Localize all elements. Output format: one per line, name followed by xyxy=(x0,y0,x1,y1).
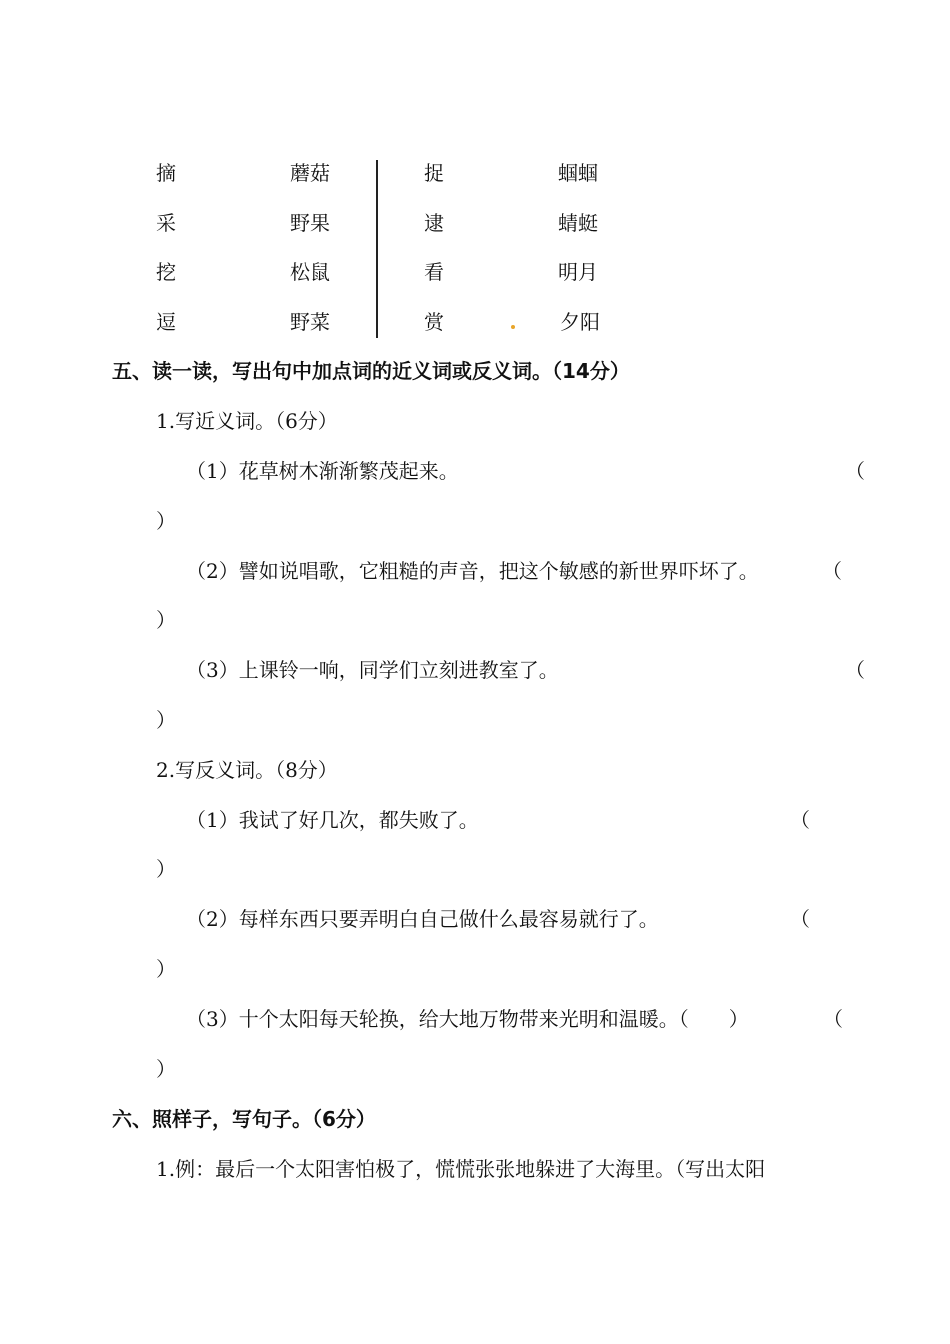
verb-right-2: 逮 xyxy=(424,211,444,235)
verb-left-4: 逗 xyxy=(156,310,176,334)
verb-right-3: 看 xyxy=(424,260,444,284)
verb-left-3: 挖 xyxy=(156,260,176,284)
noun-right-4: 夕阳 xyxy=(560,310,600,334)
noun-left-1: 蘑菇 xyxy=(290,161,330,185)
answer-blank-open[interactable]: （ xyxy=(845,459,865,483)
example-sentence: 1.例：最后一个太阳害怕极了，慌慌张张地躲进了大海里。（写出太阳 xyxy=(156,1157,766,1181)
answer-blank-open[interactable]: （ xyxy=(790,808,810,832)
synonym-question-1: （1）花草树木渐渐繁茂起来。 xyxy=(186,459,459,483)
noun-right-1: 蝈蝈 xyxy=(558,161,598,185)
answer-blank-open[interactable]: （ xyxy=(822,559,842,583)
section-six-heading: 六、照样子，写句子。（6分） xyxy=(112,1107,376,1131)
antonym-subheading: 2.写反义词。（8分） xyxy=(156,758,338,782)
antonym-question-2: （2）每样东西只要弄明白自己做什么最容易就行了。 xyxy=(186,907,659,931)
answer-blank-open[interactable]: （ xyxy=(823,1007,843,1031)
synonym-question-2: （2）譬如说唱歌，它粗糙的声音，把这个敏感的新世界吓坏了。 xyxy=(186,559,759,583)
noun-right-3: 明月 xyxy=(558,260,598,284)
answer-blank-close: ） xyxy=(156,857,176,881)
answer-blank-close: ） xyxy=(156,1057,176,1081)
answer-blank-close: ） xyxy=(156,708,176,732)
synonym-subheading: 1.写近义词。（6分） xyxy=(156,409,338,433)
stray-dot-mark xyxy=(511,325,515,329)
verb-left-1: 摘 xyxy=(156,161,176,185)
verb-right-1: 捉 xyxy=(424,161,444,185)
synonym-question-3: （3）上课铃一响，同学们立刻进教室了。 xyxy=(186,658,559,682)
column-divider xyxy=(376,160,378,338)
noun-left-4: 野菜 xyxy=(290,310,330,334)
antonym-question-3: （3）十个太阳每天轮换，给大地万物带来光明和温暖。（ ） xyxy=(186,1007,749,1031)
answer-blank-close: ） xyxy=(156,509,176,533)
verb-right-4: 赏 xyxy=(424,310,444,334)
answer-blank-open[interactable]: （ xyxy=(790,907,810,931)
verb-left-2: 采 xyxy=(156,211,176,235)
noun-left-3: 松鼠 xyxy=(290,260,330,284)
answer-blank-close: ） xyxy=(156,957,176,981)
noun-right-2: 蜻蜓 xyxy=(558,211,598,235)
answer-blank-open[interactable]: （ xyxy=(845,658,865,682)
answer-blank-close: ） xyxy=(156,608,176,632)
section-five-heading: 五、读一读，写出句中加点词的近义词或反义词。（14分） xyxy=(112,359,630,383)
antonym-question-1: （1）我试了好几次，都失败了。 xyxy=(186,808,479,832)
noun-left-2: 野果 xyxy=(290,211,330,235)
